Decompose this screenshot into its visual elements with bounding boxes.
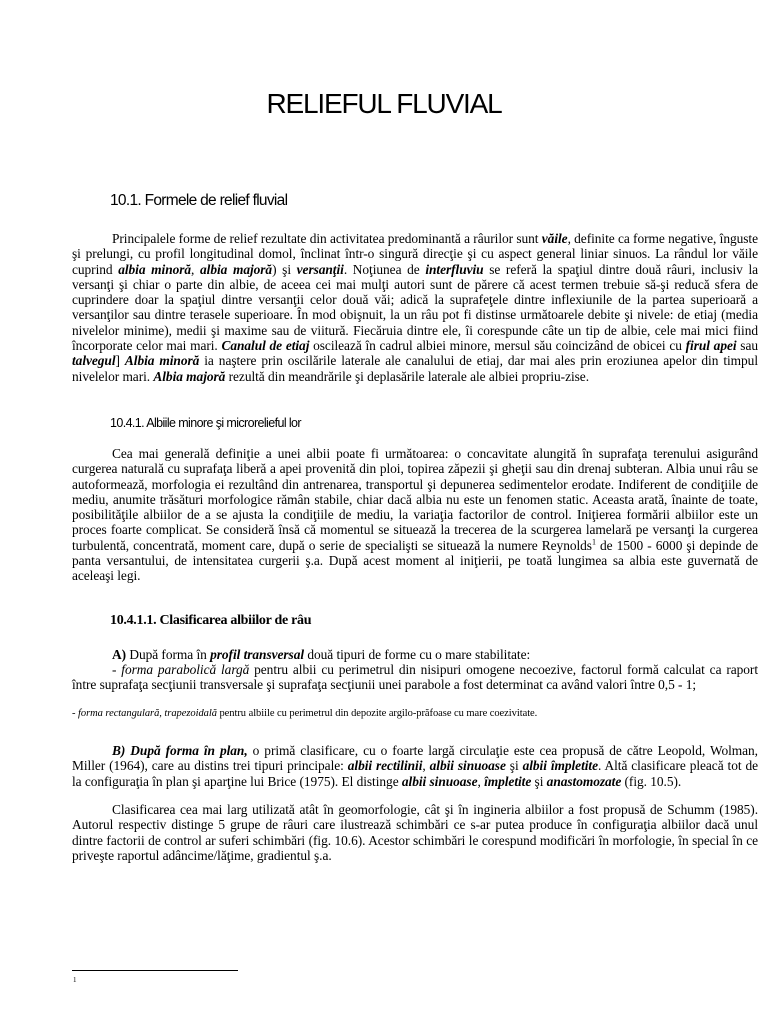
paragraph-channel-definition: Cea mai generală definiţie a unei albii poate fi următoarea: o concavitate alungită în suprafaţa terenului asigurând curgerea naturală cu suprafaţa liberă a apei provenită din ploi, topirea zăpezii şi gheţii sau din drenaj subteran. Albia unui râu se autoformează, morfologia ei rezultând din antrenarea, transportul şi depunerea sedimentelor erodate. Indiferent de condiţiile de mediu, anumite trăsături morfologice rămân stabile, chiar dacă albia nu este un fenomen static. Aceasta arată, înainte de toate, posibilităţile albiilor de a se ajusta la condiţiile de mediu, la variaţia factorilor de control. Iniţierea formării albiilor este un proces foarte complicat. Se consideră însă că momentul se situează la trecerea de la scurgerea lamelară pe versanţi la curgerea turbulentă, concentrată, moment care, după o serie de specialişti se situează la numere Reynolds$^1$ de 1500 - 6000 şi depinde de panta versantului, de intensitatea curgerii ş.a. După acest moment al iniţierii, pe toată lungimea sa albia este guvernată de aceleaşi legi. bbox=[72, 446, 758, 584]
page-title: RELIEFUL FLUVIAL bbox=[266, 88, 502, 119]
term-albia-majora: albia majoră bbox=[200, 261, 273, 277]
term-profil-transversal: profil transversal bbox=[210, 647, 305, 662]
list-item-rectangular-form: - forma rectangulară, trapezoidală pentru albiile cu perimetrul din depozite argilo-prăfoase cu mare coezivitate. bbox=[72, 708, 538, 719]
term-versantii: versanţii bbox=[296, 261, 344, 277]
term-albia-minora-2: Albia minoră bbox=[124, 353, 200, 369]
term-albia-majora-2: Albia majoră bbox=[153, 368, 226, 384]
footnote-separator bbox=[72, 970, 238, 971]
section-heading-10-4-1-1: 10.4.1.1. Clasificarea albiilor de râu bbox=[110, 613, 312, 628]
term-albii-sinuoase: albii sinuoase bbox=[429, 758, 506, 774]
paragraph-planform-classification: B) După forma în plan, o primă clasificare, cu o foarte largă circulaţie este cea propusă de către Leopold, Wolman, Miller (1964), care au distins trei tipuri principale: albii rectilinii, albii sinuoase şi albii împletite. Altă clasificare pleacă tot de la configuraţia în plan şi aparţine lui Brice (1975). El distinge albii sinuoase, împletite şi anastomozate (fig. 10.5). bbox=[72, 743, 758, 789]
paragraph-schumm-classification: Clasificarea cea mai larg utilizată atât în geomorfologie, cât şi în ingineria albiilor a fost propusă de Schumm (1985). Autorul respectiv distinge 5 grupe de râuri care ilustrează schimbări ce s-ar putea produce în configuraţia albiilor dacă unul dintre factorii de control ar suferi schimbări (fig. 10.6). Acestor schimbări le corespund modificări în morfologie, în special în ce priveşte raportul adâncime/lăţime, gradientul ş.a. bbox=[72, 802, 758, 863]
term-interfluviu: interfluviu bbox=[425, 261, 484, 277]
term-anastomozate: anastomozate bbox=[546, 773, 622, 789]
term-albii-rectilinii: albii rectilinii bbox=[347, 758, 423, 774]
paragraph-valley-forms: Principalele forme de relief rezultate din activitatea predominantă a râurilor sunt văile, definite ca forme negative, înguste şi prelungi, cu profil longitudinal domol, înclinat într-o singură direcţie şi cu aspect general liniar sinuos. La rândul lor văile cuprind albia minoră, albia majoră) şi versanţii. Noţiunea de interfluviu se referă la spaţiul dintre două râuri, inclusiv la versanţi şi chiar o parte din albie, de aceea cei mai mulţi autori sunt de părere că acest termen trebuie să-şi reducă sfera de cuprindere doar la spaţiul dintre versanţii celor două văi; adică la suprafeţele dintre inflexiunile de la partea superioară a versanţilor sau dintre terasele superioare. În mod obişnuit, la un râu pot fi distinse următoarele debite şi nivele: de etiaj (media nivelelor minime), medii şi maxime sau de viitură. Fiecăruia dintre ele, îi corespunde câte un tip de albie, cele mai mici fiind încorporate celor mai mari. Canalul de etiaj oscilează în cadrul albiei minore, mersul său coincizând de obicei cu firul apei sau talvegul] Albia minoră ia naştere prin oscilările laterale ale canalului de etiaj, dar mai ales prin eroziunea apelor din timpul nivelelor mari. Albia majoră rezultă din meandrările şi deplasările laterale ale albiei propriu-zise. bbox=[72, 231, 759, 384]
term-albia-minora: albia minoră bbox=[118, 261, 192, 277]
term-albii-impletite: albii împletite bbox=[522, 758, 598, 774]
term-talvegul: talvegul bbox=[72, 353, 116, 369]
term-vaile: văile bbox=[541, 231, 568, 246]
term-canalul-de-etiaj: Canalul de etiaj bbox=[221, 338, 310, 354]
footnote-mark: 1 bbox=[73, 976, 77, 984]
paragraph-cross-section-intro: A) După forma în profil transversal două tipuri de forme cu o mare stabilitate: bbox=[112, 647, 531, 662]
list-item-parabolic-form: - forma parabolică largă pentru albii cu perimetrul din nisipuri omogene necoezive, factorul formă calculat ca raport între suprafaţa secţiunii transversale şi suprafaţa secţiunii unei parabole a fost determinat ca având valori între 0,5 - 1; bbox=[72, 662, 758, 693]
term-firul-apei: firul apei bbox=[685, 338, 737, 354]
section-heading-10-1: 10.1. Formele de relief fluvial bbox=[110, 192, 288, 209]
term-impletite: împletite bbox=[484, 773, 532, 789]
section-heading-10-4-1: 10.4.1. Albiile minore şi microrelieful lor bbox=[110, 416, 301, 430]
footnote-reference: 1 bbox=[591, 537, 596, 547]
term-albii-sinuoase-2: albii sinuoase bbox=[401, 773, 478, 789]
